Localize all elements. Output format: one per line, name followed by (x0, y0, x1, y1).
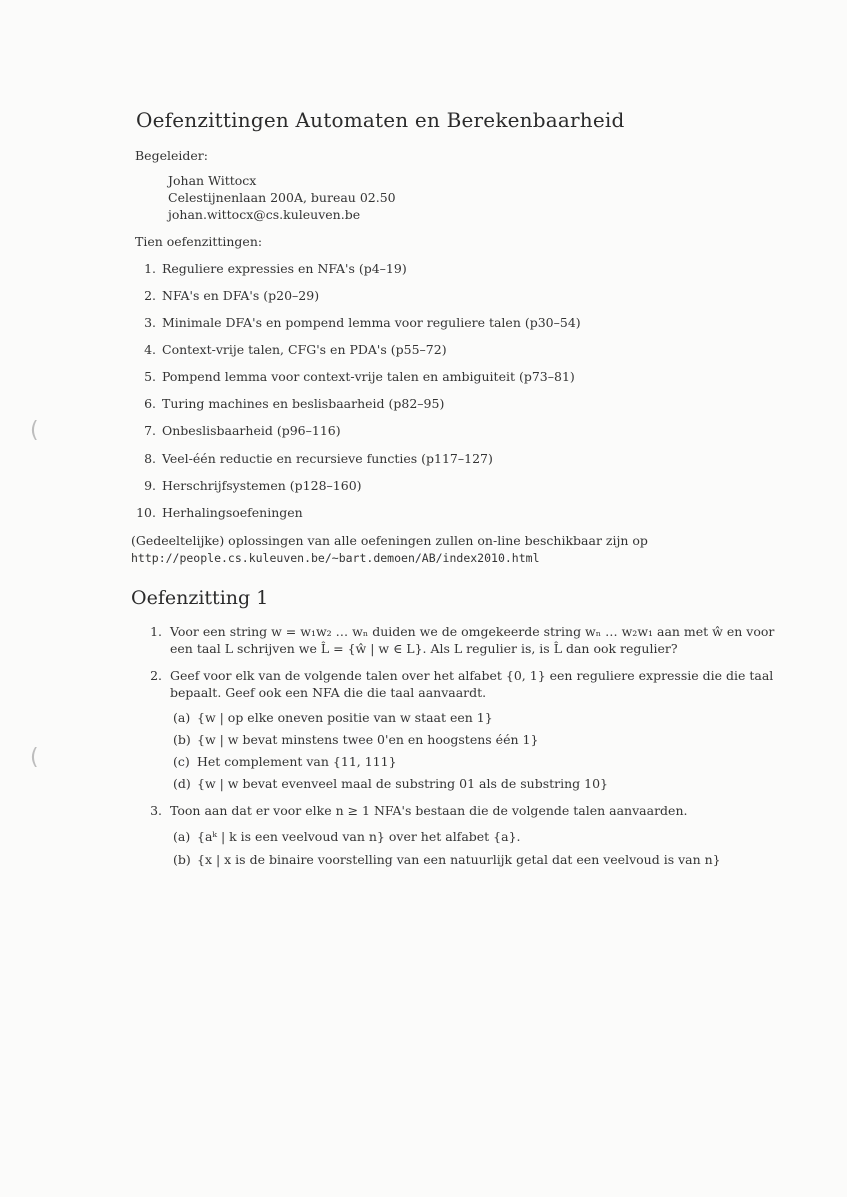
supervisor-label: Begeleider: (135, 148, 208, 163)
scan-mark: ( (30, 418, 39, 443)
exercise-part: (b) {w | w bevat minstens twee 0'en en hoogstens één 1} (173, 732, 539, 747)
document-title: Oefenzittingen Automaten en Berekenbaarheid (136, 108, 625, 132)
exercise-part: (a) {w | op elke oneven positie van w staat een 1} (173, 710, 493, 725)
supervisor-name: Johan Wittocx (168, 173, 257, 188)
list-item: 1. Reguliere expressies en NFA's (p4–19) (144, 261, 407, 276)
exercise-part: (c) Het complement van {11, 111} (173, 754, 397, 769)
scan-mark: ( (30, 745, 39, 770)
exercise-2 (140, 668, 780, 702)
exercise-number: 3. (150, 803, 162, 818)
sessions-label: Tien oefenzittingen: (135, 234, 263, 249)
supervisor-email: johan.wittocx@cs.kuleuven.be (168, 207, 361, 222)
exercise-part: (d) {w | w bevat evenveel maal de substring 01 als de substring 10} (173, 776, 608, 791)
exercise-text-line: een taal L schrijven we L̂ = {ŵ | w ∈ L}. Als L regulier is, is L̂ dan ook regulier? (170, 641, 678, 656)
list-item: 4. Context-vrije talen, CFG's en PDA's (p55–72) (144, 342, 447, 357)
exercise-3 (140, 803, 780, 821)
exercise-text-line: bepaalt. Geef ook een NFA die die taal aanvaardt. (170, 685, 487, 700)
exercise-text-line: Voor een string w = w₁w₂ … wₙ duiden we de omgekeerde string wₙ … w₂w₁ aan met ŵ en voor (170, 624, 775, 639)
exercise-number: 2. (150, 668, 162, 683)
list-item: 2. NFA's en DFA's (p20–29) (144, 288, 320, 303)
exercise-number: 1. (150, 624, 162, 639)
section-title: Oefenzitting 1 (131, 587, 269, 609)
list-item: 10. Herhalingsoefeningen (136, 505, 303, 520)
list-item: 9. Herschrijfsystemen (p128–160) (144, 478, 362, 493)
exercise-1 (140, 624, 780, 658)
exercise-text-line: Geef voor elk van de volgende talen over het alfabet {0, 1} een reguliere expressie die die taal (170, 668, 774, 683)
list-item: 7. Onbeslisbaarheid (p96–116) (144, 423, 341, 438)
solutions-note: (Gedeeltelijke) oplossingen van alle oefeningen zullen on-line beschikbaar zijn op (131, 533, 648, 548)
exercise-part: (a) {aᵏ | k is een veelvoud van n} over het alfabet {a}. (173, 829, 521, 844)
solutions-url: http://people.cs.kuleuven.be/~bart.demoen/AB/index2010.html (131, 551, 540, 565)
list-item: 6. Turing machines en beslisbaarheid (p82–95) (144, 396, 445, 411)
exercise-part: (b) {x | x is de binaire voorstelling van een natuurlijk getal dat een veelvoud is van n} (173, 852, 721, 867)
list-item: 8. Veel-één reductie en recursieve functies (p117–127) (144, 451, 493, 466)
list-item: 5. Pompend lemma voor context-vrije talen en ambiguiteit (p73–81) (144, 369, 575, 384)
list-item: 3. Minimale DFA's en pompend lemma voor reguliere talen (p30–54) (144, 315, 581, 330)
exercise-text-line: Toon aan dat er voor elke n ≥ 1 NFA's bestaan die de volgende talen aanvaarden. (170, 803, 688, 818)
supervisor-address: Celestijnenlaan 200A, bureau 02.50 (168, 190, 396, 205)
